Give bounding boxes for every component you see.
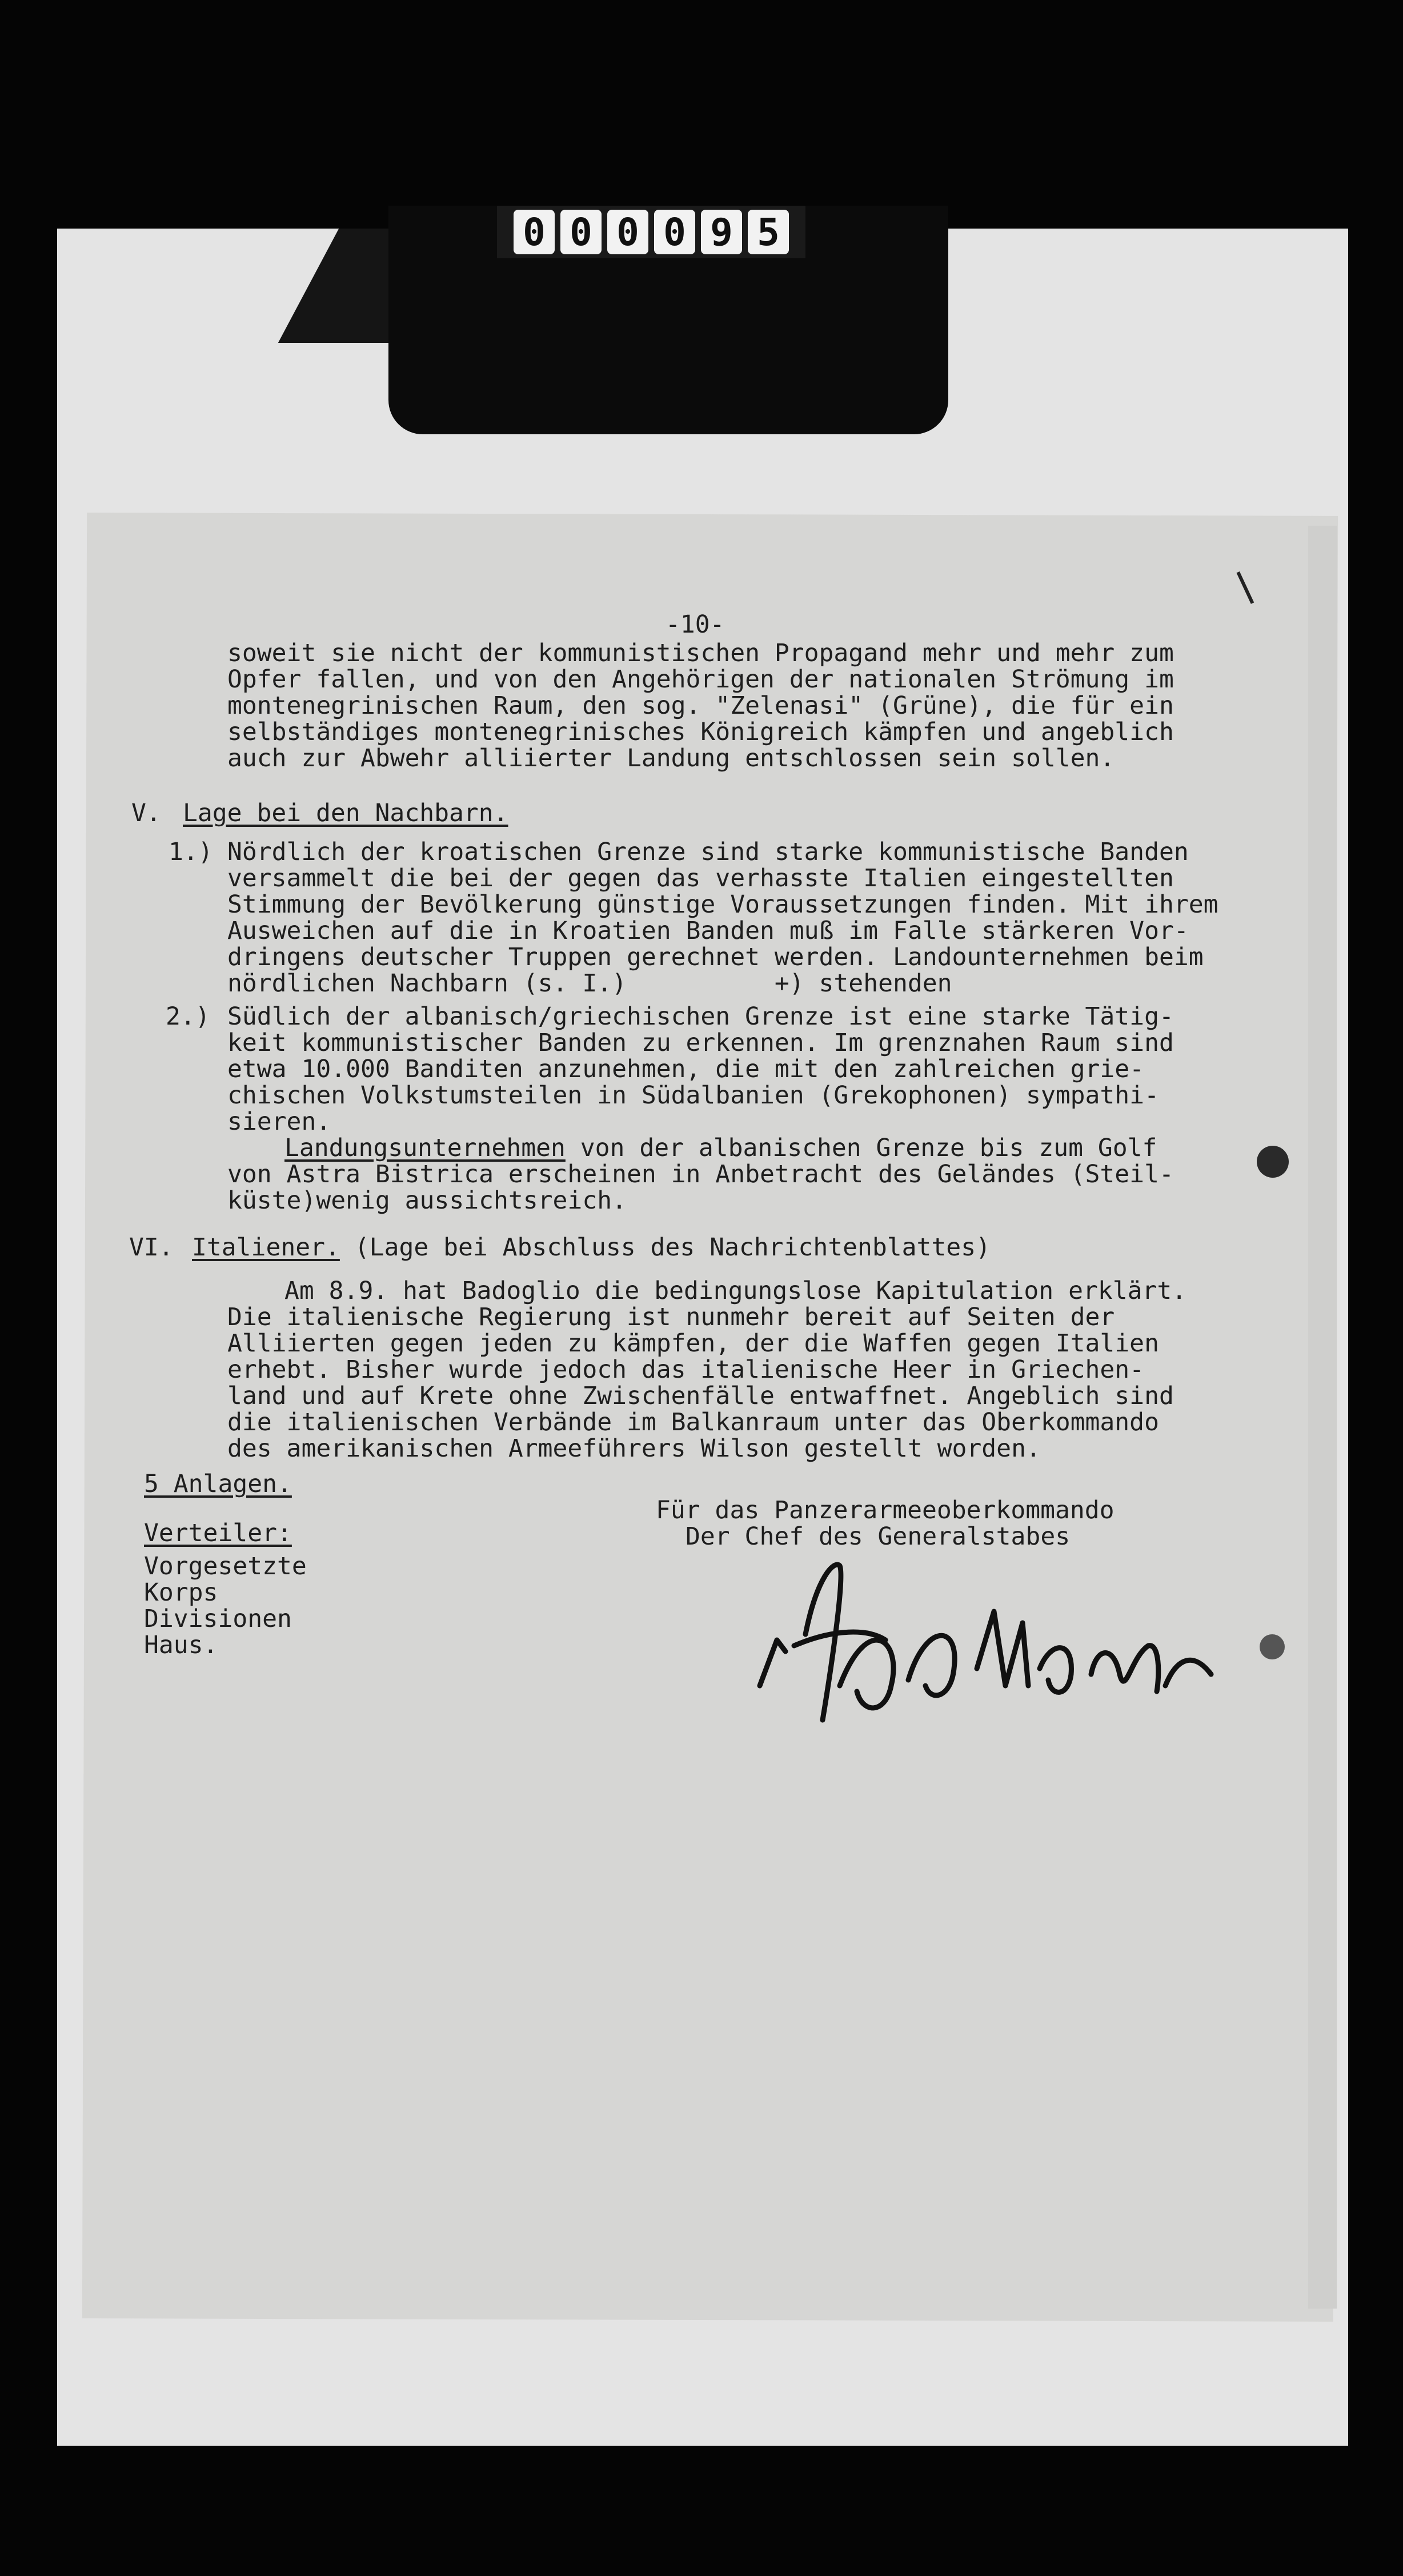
section-numeral: VI. xyxy=(129,1233,174,1262)
landung-term: Landungsunternehmen xyxy=(284,1134,566,1162)
item-line: sieren. xyxy=(227,1107,331,1136)
counter-digit: 0 xyxy=(514,210,555,254)
body-line: Die italienische Regierung ist nunmehr bereit auf Seiten der xyxy=(227,1303,1115,1331)
item-number: 1.) xyxy=(169,838,213,866)
handwritten-signature xyxy=(754,1543,1222,1760)
distribution-item: Divisionen xyxy=(144,1605,292,1633)
intro-line: auch zur Abwehr alliierter Landung entschlossen sein sollen. xyxy=(227,744,1115,773)
item-line: Nördlich der kroatischen Grenze sind starke kommunistische Banden xyxy=(227,838,1189,866)
section-heading: Italiener. xyxy=(192,1233,340,1262)
section-subtitle: (Lage bei Abschluss des Nachrichtenblattes) xyxy=(339,1233,991,1262)
body-line: Am 8.9. hat Badoglio die bedingungslose Kapitulation erklärt. xyxy=(284,1277,1187,1305)
closing-line: Der Chef des Generalstabes xyxy=(686,1522,1071,1551)
distribution-heading: Verteiler: xyxy=(144,1519,292,1547)
distribution-item: Vorgesetzte xyxy=(144,1552,307,1581)
section-heading: Lage bei den Nachbarn. xyxy=(183,799,508,827)
distribution-item: Korps xyxy=(144,1578,218,1607)
body-line: die italienischen Verbände im Balkanraum unter das Oberkommando xyxy=(227,1408,1159,1437)
intro-line: soweit sie nicht der kommunistischen Propagand mehr und mehr zum xyxy=(227,639,1174,667)
item-line: keit kommunistischer Banden zu erkennen. Im grenznahen Raum sind xyxy=(227,1029,1174,1057)
counter-digit: 0 xyxy=(607,210,648,254)
item-line: versammelt die bei der gegen das verhasste Italien eingestellten xyxy=(227,864,1174,893)
attachments-note: 5 Anlagen. xyxy=(144,1470,292,1498)
item-line: Ausweichen auf die in Kroatien Banden muß im Falle stärkeren Vor- xyxy=(227,917,1189,945)
intro-line: montenegrinischen Raum, den sog. "Zelenasi" (Grüne), die für ein xyxy=(227,691,1174,720)
item-line: Stimmung der Bevölkerung günstige Voraussetzungen finden. Mit ihrem xyxy=(227,890,1218,919)
counter-digit: 5 xyxy=(748,210,789,254)
closing-line: Für das Panzerarmeeoberkommando xyxy=(656,1496,1115,1525)
section-heading-line xyxy=(192,1234,991,1261)
item-number: 2.) xyxy=(166,1002,210,1031)
body-line: Alliierten gegen jeden zu kämpfen, der die Waffen gegen Italien xyxy=(227,1329,1159,1358)
body-line: erhebt. Bisher wurde jedoch das italienische Heer in Griechen- xyxy=(227,1355,1145,1384)
intro-line: selbständiges montenegrinisches Königreich kämpfen und angeblich xyxy=(227,718,1174,746)
body-line: des amerikanischen Armeeführers Wilson gestellt worden. xyxy=(227,1434,1041,1463)
counter-digit: 0 xyxy=(654,210,695,254)
intro-line: Opfer fallen, und von den Angehörigen der nationalen Strömung im xyxy=(227,665,1174,694)
landung-rest: von der albanischen Grenze bis zum Golf xyxy=(565,1134,1157,1162)
page-number: -10- xyxy=(666,610,725,639)
item-line: nördlichen Nachbarn (s. I.) +) stehenden xyxy=(227,969,952,998)
distribution-item: Haus. xyxy=(144,1631,218,1659)
item-line: küste)wenig aussichtsreich. xyxy=(227,1186,627,1215)
item-line: von Astra Bistrica erscheinen in Anbetracht des Geländes (Steil- xyxy=(227,1160,1174,1189)
item-line: etwa 10.000 Banditen anzunehmen, die mit den zahlreichen grie- xyxy=(227,1055,1145,1083)
item-line: dringens deutscher Truppen gerechnet werden. Landounternehmen beim xyxy=(227,943,1204,971)
counter-digit: 9 xyxy=(701,210,742,254)
item-line: Südlich der albanisch/griechischen Grenze ist eine starke Tätig- xyxy=(227,1002,1174,1031)
counter-digit: 0 xyxy=(560,210,602,254)
item-line: chischen Volkstumsteilen in Südalbanien (Grekophonen) sympathi- xyxy=(227,1081,1159,1110)
body-line: land und auf Krete ohne Zwischenfälle entwaffnet. Angeblich sind xyxy=(227,1382,1174,1410)
section-numeral: V. xyxy=(131,799,161,827)
landung-line xyxy=(284,1135,1157,1161)
